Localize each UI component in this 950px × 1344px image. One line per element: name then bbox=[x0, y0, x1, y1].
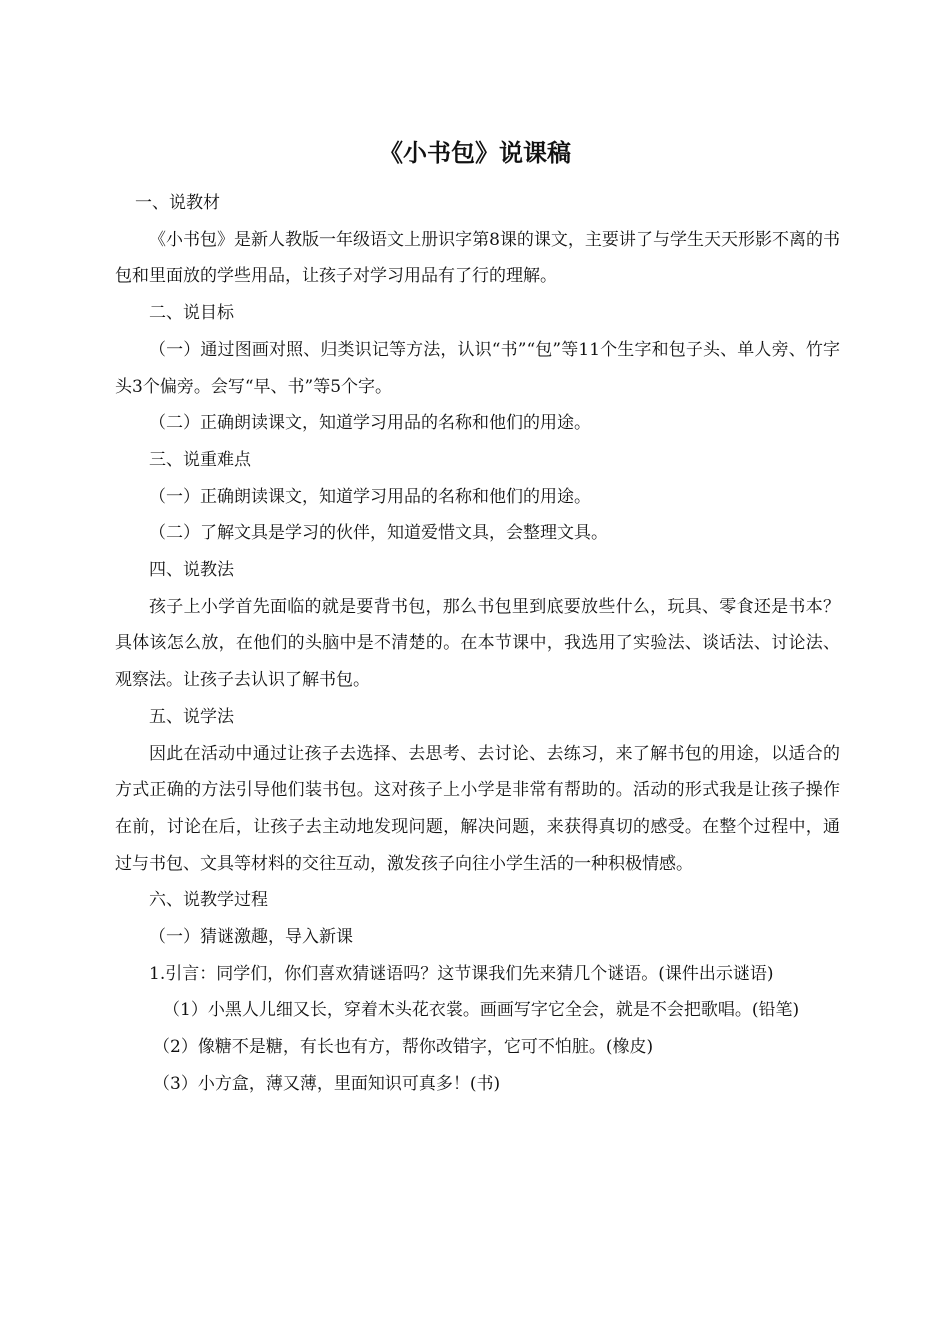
document-body bbox=[115, 185, 840, 1103]
section-heading-learning-method: 五、说学法 bbox=[149, 706, 234, 727]
riddle-1: （1）小黑人儿细又长，穿着木头花衣裳。画画写字它全会，就是不会把歌唱。(铅笔) bbox=[163, 1000, 800, 1021]
section-heading-teaching-process: 六、说教学过程 bbox=[149, 890, 268, 911]
section-heading-key-points: 三、说重难点 bbox=[149, 449, 251, 470]
paragraph-teaching-method: 孩子上小学首先面临的就是要背书包，那么书包里到底要放些什么，玩具、零食还是书本？具体该怎么放，在他们的头脑中是不清楚的。在本节课中，我选用了实验法、谈话法、讨论法、观察法。让孩子去认识了解书包。 bbox=[115, 596, 840, 691]
paragraph-learning-method: 因此在活动中通过让孩子去选择、去思考、去讨论、去练习，来了解书包的用途，以适合的方式正确的方法引导他们装书包。这对孩子上小学是非常有帮助的。活动的形式我是让孩子操作在前，讨论在后，让孩子去主动地发现问题，解决问题，来获得真切的感受。在整个过程中，通过与书包、文具等材料的交往互动，激发孩子向往小学生活的一种积极情感。 bbox=[115, 743, 840, 874]
key-point-item-2: （二）了解文具是学习的伙伴，知道爱惜文具，会整理文具。 bbox=[149, 523, 608, 544]
document-title: 《小书包》说课稿 bbox=[379, 139, 571, 167]
process-subheading-1: （一）猜谜激趣，导入新课 bbox=[149, 927, 353, 948]
process-intro: 1.引言：同学们，你们喜欢猜谜语吗？这节课我们先来猜几个谜语。(课件出示谜语) bbox=[149, 963, 774, 984]
goal-item-1: （一）通过图画对照、归类识记等方法，认识“书”“包”等11个生字和包子头、单人旁、竹字头3个偏旁。会写“早、书”等5个字。 bbox=[115, 339, 840, 397]
section-heading-goals: 二、说目标 bbox=[149, 303, 234, 324]
section-heading-teaching-material: 一、说教材 bbox=[135, 193, 220, 213]
key-point-item-1: （一）正确朗读课文，知道学习用品的名称和他们的用途。 bbox=[149, 486, 591, 507]
goal-item-2: （二）正确朗读课文，知道学习用品的名称和他们的用途。 bbox=[149, 413, 591, 434]
riddle-3: （3）小方盒，薄又薄，里面知识可真多！(书) bbox=[153, 1073, 501, 1094]
section-heading-teaching-method: 四、说教法 bbox=[149, 560, 234, 581]
riddle-2: （2）像糖不是糖，有长也有方，帮你改错字，它可不怕脏。(橡皮) bbox=[153, 1037, 654, 1058]
paragraph-teaching-material: 《小书包》是新人教版一年级语文上册识字第8课的课文，主要讲了与学生天天形影不离的书包和里面放的学些用品，让孩子对学习用品有了行的理解。 bbox=[115, 229, 840, 287]
